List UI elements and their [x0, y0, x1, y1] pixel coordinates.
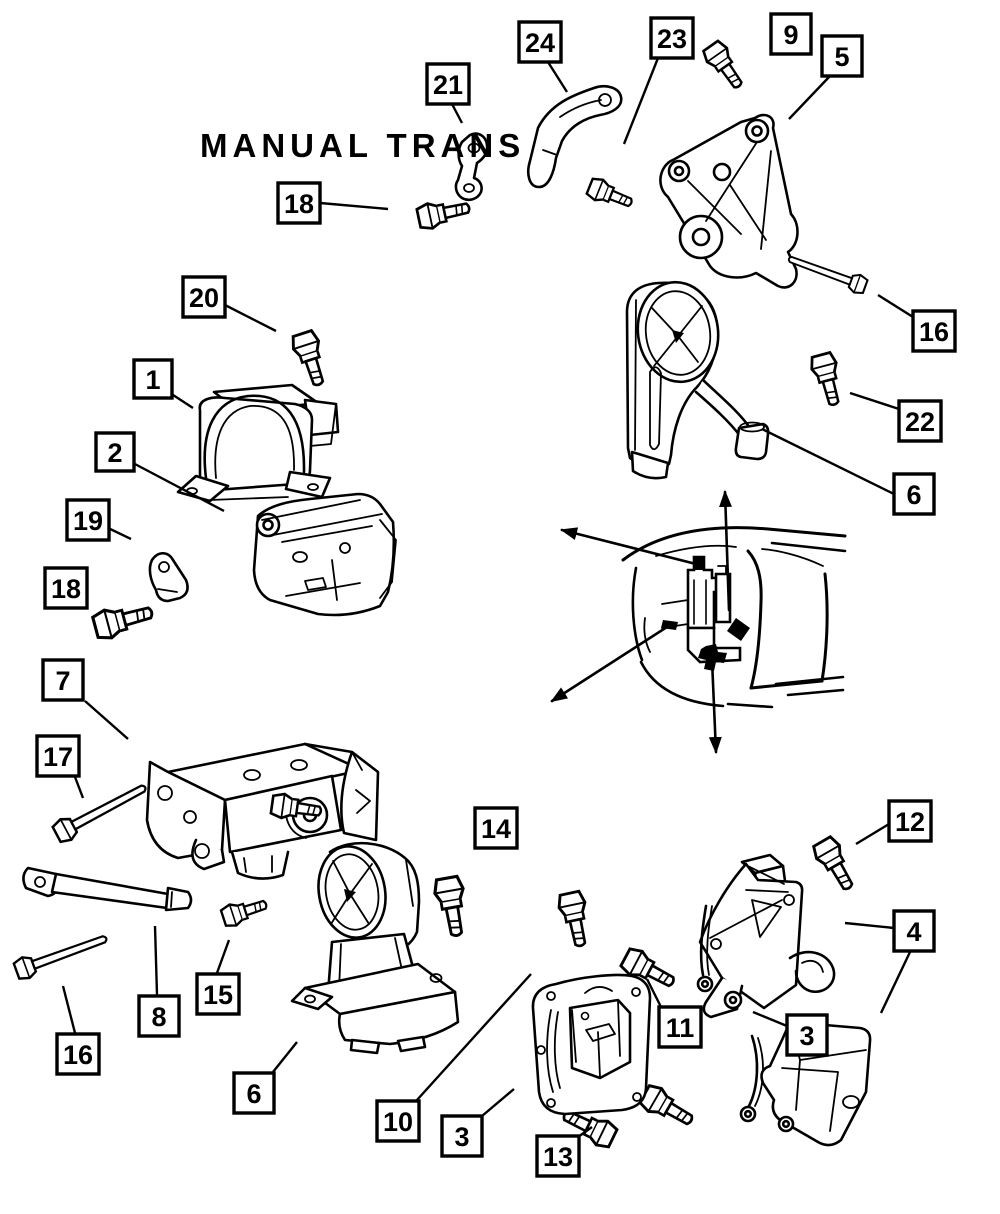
callout-11[interactable] [659, 1007, 701, 1047]
bolt-above-plate-icon [557, 891, 594, 949]
bolt-9-icon [701, 39, 749, 93]
svg-text:2: 2 [107, 438, 123, 468]
svg-text:3: 3 [454, 1122, 470, 1152]
callout-22[interactable] [899, 401, 941, 441]
callout-1[interactable] [134, 360, 172, 398]
svg-text:16: 16 [918, 317, 950, 347]
engine-sketch [661, 556, 750, 671]
callout-2[interactable] [96, 433, 134, 471]
callout-15[interactable] [197, 974, 239, 1014]
bolt-15-icon [220, 894, 269, 929]
bolt-17-long-icon [51, 777, 150, 844]
svg-text:18: 18 [50, 574, 82, 604]
callout-23[interactable] [651, 18, 693, 58]
callout-16b[interactable] [57, 1034, 99, 1074]
callout-4[interactable] [894, 911, 934, 951]
part-8-support-rod [23, 868, 191, 910]
svg-text:16: 16 [62, 1040, 94, 1070]
svg-text:8: 8 [151, 1002, 167, 1032]
callout-21[interactable] [427, 64, 469, 104]
callout-14[interactable] [475, 808, 517, 848]
ground-strap-lower [741, 1036, 763, 1121]
bolt-18-icon [416, 195, 472, 230]
bolt-14-icon [433, 876, 471, 938]
part-6b-front-engine-mount [292, 841, 458, 1053]
svg-text:18: 18 [283, 189, 315, 219]
svg-text:21: 21 [432, 70, 464, 100]
callout-6b[interactable] [234, 1073, 274, 1113]
part-4-support-bracket [700, 855, 834, 1017]
callout-6a[interactable] [894, 474, 934, 514]
svg-text:23: 23 [656, 24, 688, 54]
callout-17[interactable] [37, 736, 79, 776]
callout-24[interactable] [519, 22, 561, 62]
svg-text:1: 1 [145, 365, 161, 395]
callout-13[interactable] [537, 1136, 579, 1176]
callout-3b[interactable] [787, 1015, 827, 1055]
bolt-below-24-icon [586, 176, 636, 213]
callout-12[interactable] [889, 801, 931, 841]
part-1-engine-mount [178, 385, 338, 501]
callout-5[interactable] [822, 36, 862, 76]
svg-text:11: 11 [665, 1013, 695, 1043]
bolt-12-icon [811, 835, 861, 895]
svg-text:17: 17 [42, 742, 74, 772]
part-10-transmission-mount-plate [533, 975, 650, 1114]
callout-8[interactable] [139, 996, 179, 1036]
callout-19[interactable] [67, 500, 109, 540]
part-24-bracket [528, 86, 621, 187]
svg-text:24: 24 [524, 28, 556, 58]
callout-7[interactable] [43, 660, 83, 700]
callout-9[interactable] [771, 14, 811, 54]
svg-text:20: 20 [188, 283, 220, 313]
bolt-22-icon [809, 352, 847, 408]
callout-18a[interactable] [278, 183, 320, 223]
part-2-mount-bracket [254, 494, 396, 615]
callout-16a[interactable] [913, 311, 955, 351]
diagram-title: MANUAL TRANS [200, 127, 526, 164]
svg-text:19: 19 [72, 506, 104, 536]
svg-text:5: 5 [834, 42, 850, 72]
svg-text:7: 7 [55, 666, 71, 696]
svg-text:9: 9 [783, 20, 799, 50]
svg-text:6: 6 [246, 1079, 262, 1109]
svg-text:14: 14 [480, 814, 512, 844]
callout-10[interactable] [377, 1101, 419, 1141]
svg-text:3: 3 [799, 1021, 815, 1051]
svg-text:6: 6 [906, 480, 922, 510]
svg-text:22: 22 [904, 407, 936, 437]
callout-3a[interactable] [442, 1116, 482, 1156]
svg-text:13: 13 [542, 1142, 574, 1172]
svg-text:15: 15 [202, 980, 234, 1010]
svg-text:4: 4 [906, 917, 922, 947]
part-6-torque-strut-mount [627, 277, 768, 478]
part-5-engine-bracket [660, 115, 797, 287]
bolt-16b-long-icon [13, 928, 110, 981]
vehicle-orientation-sketch [552, 492, 845, 752]
svg-text:12: 12 [894, 807, 926, 837]
bolt-16-long-icon [786, 250, 869, 295]
svg-text:10: 10 [382, 1107, 414, 1137]
bolt-18b-icon [92, 598, 156, 641]
callout-18b[interactable] [45, 568, 87, 608]
part-19-small-bracket [150, 553, 188, 601]
bolt-20-icon [290, 330, 332, 389]
callout-20[interactable] [183, 277, 225, 317]
